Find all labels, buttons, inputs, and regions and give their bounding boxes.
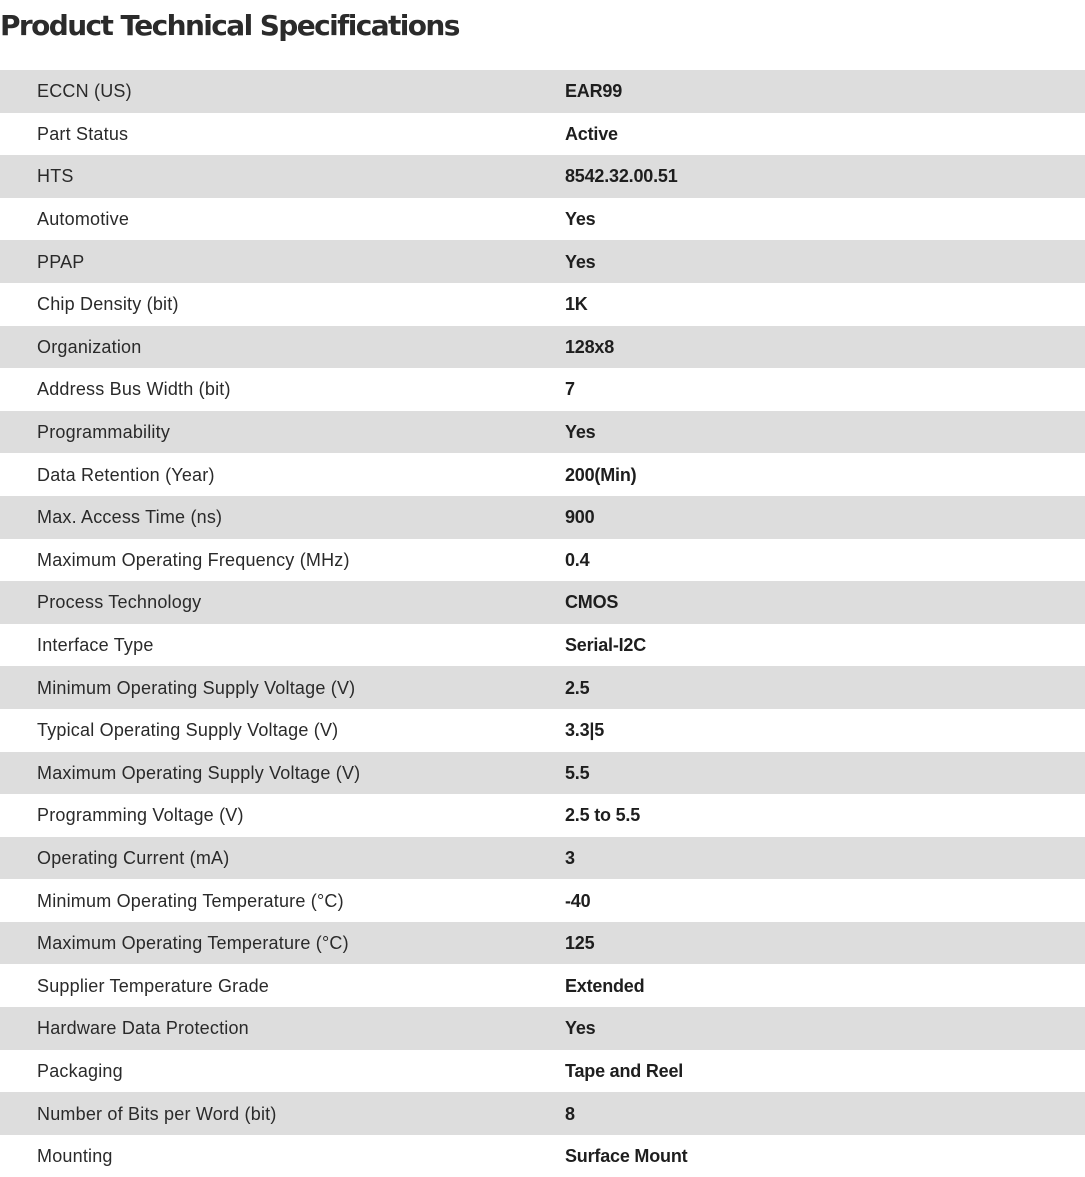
- spec-row-hts: [0, 155, 1085, 198]
- spec-value: 8: [565, 1103, 575, 1124]
- spec-row-programmability: [0, 411, 1085, 454]
- spec-label: HTS: [37, 166, 74, 187]
- spec-value: 128x8: [565, 336, 615, 357]
- spec-value: 7: [565, 379, 575, 400]
- spec-value: 8542.32.00.51: [565, 166, 678, 187]
- spec-label: Address Bus Width (bit): [37, 379, 231, 400]
- spec-row-organization: [0, 326, 1085, 369]
- spec-value: Yes: [565, 251, 596, 272]
- spec-value: 3.3|5: [565, 720, 605, 741]
- spec-row-min-operating-temperature: [0, 879, 1085, 922]
- spec-value: 0.4: [565, 549, 590, 570]
- spec-value: 125: [565, 933, 595, 954]
- spec-row-eccn: [0, 70, 1085, 113]
- spec-value: 900: [565, 507, 595, 528]
- spec-row-automotive: [0, 198, 1085, 241]
- spec-label: Chip Density (bit): [37, 294, 179, 315]
- spec-label: Automotive: [37, 209, 130, 230]
- spec-row-max-operating-temperature: [0, 922, 1085, 965]
- spec-label: Process Technology: [37, 592, 202, 613]
- spec-row-address-bus-width: [0, 368, 1085, 411]
- spec-label: Minimum Operating Temperature (°C): [37, 890, 344, 911]
- spec-row-typ-supply-voltage: [0, 709, 1085, 752]
- spec-row-data-retention: [0, 453, 1085, 496]
- spec-label: Maximum Operating Temperature (°C): [37, 933, 349, 954]
- spec-value: 1K: [565, 294, 588, 315]
- spec-label: ECCN (US): [37, 81, 132, 102]
- spec-row-packaging: [0, 1050, 1085, 1093]
- spec-value: 2.5 to 5.5: [565, 805, 641, 826]
- spec-label: Typical Operating Supply Voltage (V): [37, 720, 339, 741]
- spec-row-bits-per-word: [0, 1092, 1085, 1135]
- spec-table: [0, 70, 1085, 1177]
- spec-label: Interface Type: [37, 635, 154, 656]
- spec-row-temperature-grade: [0, 964, 1085, 1007]
- spec-row-operating-current: [0, 837, 1085, 880]
- spec-label: Part Status: [37, 123, 129, 144]
- spec-value: EAR99: [565, 81, 623, 102]
- spec-value: Extended: [565, 975, 645, 996]
- spec-label: Packaging: [37, 1060, 123, 1081]
- spec-row-part-status: [0, 113, 1085, 156]
- spec-value: Serial-I2C: [565, 635, 647, 656]
- spec-value: Yes: [565, 422, 596, 443]
- spec-value: Surface Mount: [565, 1146, 688, 1167]
- spec-row-chip-density: [0, 283, 1085, 326]
- spec-row-ppap: [0, 240, 1085, 283]
- spec-label: Supplier Temperature Grade: [37, 975, 269, 996]
- spec-value: -40: [565, 890, 591, 911]
- spec-label: Max. Access Time (ns): [37, 507, 223, 528]
- spec-row-programming-voltage: [0, 794, 1085, 837]
- spec-value: CMOS: [565, 592, 619, 613]
- spec-label: Number of Bits per Word (bit): [37, 1103, 277, 1124]
- spec-value: Yes: [565, 209, 596, 230]
- spec-label: Maximum Operating Frequency (MHz): [37, 549, 350, 570]
- spec-value: 200(Min): [565, 464, 637, 485]
- spec-label: Hardware Data Protection: [37, 1018, 249, 1039]
- spec-value: 5.5: [565, 762, 590, 783]
- spec-row-interface-type: [0, 624, 1085, 667]
- spec-label: Programming Voltage (V): [37, 805, 244, 826]
- spec-value: Active: [565, 123, 618, 144]
- spec-row-mounting: [0, 1135, 1085, 1177]
- spec-row-min-supply-voltage: [0, 666, 1085, 709]
- spec-row-max-operating-frequency: [0, 539, 1085, 582]
- spec-label: Data Retention (Year): [37, 464, 215, 485]
- spec-value: 3: [565, 847, 575, 868]
- spec-value: Tape and Reel: [565, 1060, 684, 1081]
- spec-value: Yes: [565, 1018, 596, 1039]
- spec-label: Maximum Operating Supply Voltage (V): [37, 762, 361, 783]
- spec-label: Minimum Operating Supply Voltage (V): [37, 677, 356, 698]
- spec-label: Operating Current (mA): [37, 847, 230, 868]
- spec-label: Mounting: [37, 1146, 113, 1167]
- page-title: Product Technical Specifications: [0, 9, 459, 42]
- spec-label: Programmability: [37, 422, 171, 443]
- spec-value: 2.5: [565, 677, 590, 698]
- spec-row-process-technology: [0, 581, 1085, 624]
- spec-label: PPAP: [37, 251, 85, 272]
- spec-label: Organization: [37, 336, 142, 357]
- spec-row-hardware-data-protection: [0, 1007, 1085, 1050]
- spec-row-max-supply-voltage: [0, 752, 1085, 795]
- spec-row-max-access-time: [0, 496, 1085, 539]
